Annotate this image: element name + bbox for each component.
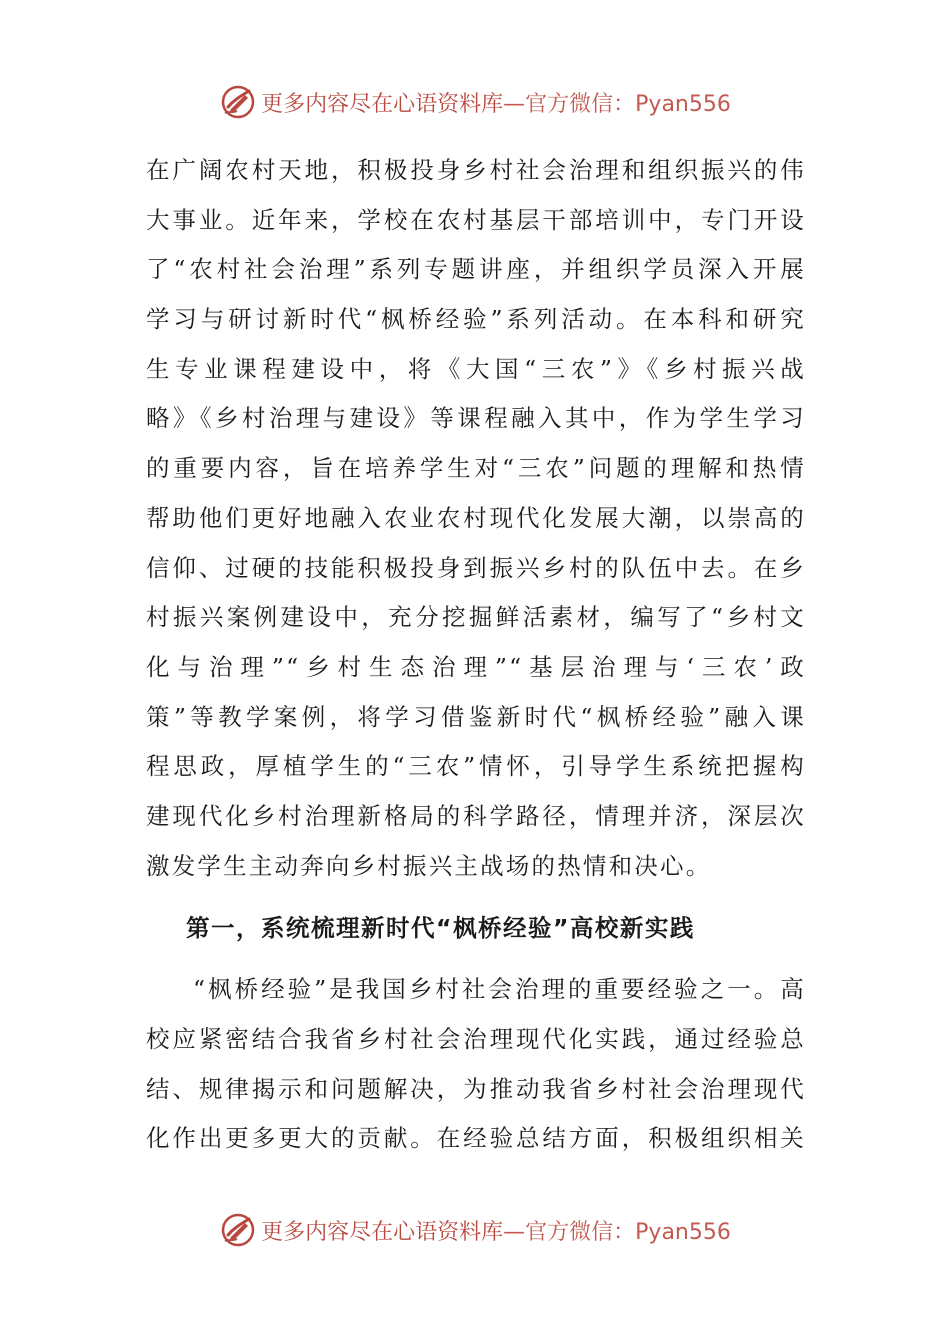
- section-heading: 第一，系统梳理新时代“枫桥经验”高校新实践: [186, 914, 695, 943]
- text-line: 在广阔农村天地，积极投身乡村社会治理和组织振兴的伟: [146, 156, 806, 184]
- watermark-suffix: —官方微信：Pyan556: [503, 1219, 731, 1245]
- text-line: 略》《乡村治理与建设》等课程融入其中，作为学生学习: [146, 404, 806, 433]
- text-line: 校应紧密结合我省乡村社会治理现代化实践，通过经验总: [146, 1025, 806, 1053]
- paragraph-1: [146, 146, 806, 891]
- text-line: 村振兴案例建设中，充分挖掘鲜活素材，编写了“乡村文: [146, 603, 806, 632]
- watermark-text: [261, 87, 731, 118]
- text-line: 了“农村社会治理”系列专题讲座，并组织学员深入开展: [146, 255, 806, 284]
- watermark-main: 更多内容尽在心语资料库: [261, 1219, 504, 1245]
- text-line: 激发学生主动奔向乡村振兴主战场的热情和决心。: [146, 851, 712, 880]
- watermark-suffix: —官方微信：Pyan556: [503, 91, 731, 117]
- watermark-text: [261, 1215, 731, 1246]
- text-line: 大事业。近年来，学校在农村基层干部培训中，专门开设: [146, 205, 806, 234]
- text-line: 化作出更多更大的贡献。在经验总结方面，积极组织相关: [146, 1124, 806, 1153]
- header-watermark-banner: [0, 82, 950, 122]
- text-line: 学习与研讨新时代“枫桥经验”系列活动。在本科和研究: [146, 305, 806, 334]
- text-line: 信仰、过硬的技能积极投身到振兴乡村的队伍中去。在乡: [146, 553, 806, 582]
- text-line: 程思政，厚植学生的“三农”情怀，引导学生系统把握构: [146, 752, 806, 781]
- footer-watermark-banner: [0, 1210, 950, 1250]
- text-line: 策”等教学案例，将学习借鉴新时代“枫桥经验”融入课: [146, 702, 806, 731]
- text-line: 化与治理”“乡村生态治理”“基层治理与‘三农’政: [146, 652, 806, 681]
- text-line: 的重要内容，旨在培养学生对“三农”问题的理解和热情: [146, 454, 806, 483]
- pen-circle-icon: [219, 83, 257, 121]
- text-line: 结、规律揭示和问题解决，为推动我省乡村社会治理现代: [146, 1074, 806, 1103]
- text-line: 生专业课程建设中，将《大国“三农”》《乡村振兴战: [146, 354, 806, 383]
- paragraph-2: [146, 965, 806, 1164]
- text-line: “枫桥经验”是我国乡村社会治理的重要经验之一。高: [193, 975, 806, 1004]
- text-line: 帮助他们更好地融入农业农村现代化发展大潮，以崇高的: [146, 503, 806, 532]
- watermark-main: 更多内容尽在心语资料库: [261, 91, 504, 117]
- text-line: 建现代化乡村治理新格局的科学路径，情理并济，深层次: [146, 801, 806, 830]
- pen-circle-icon: [219, 1211, 257, 1249]
- document-body: [146, 146, 806, 1164]
